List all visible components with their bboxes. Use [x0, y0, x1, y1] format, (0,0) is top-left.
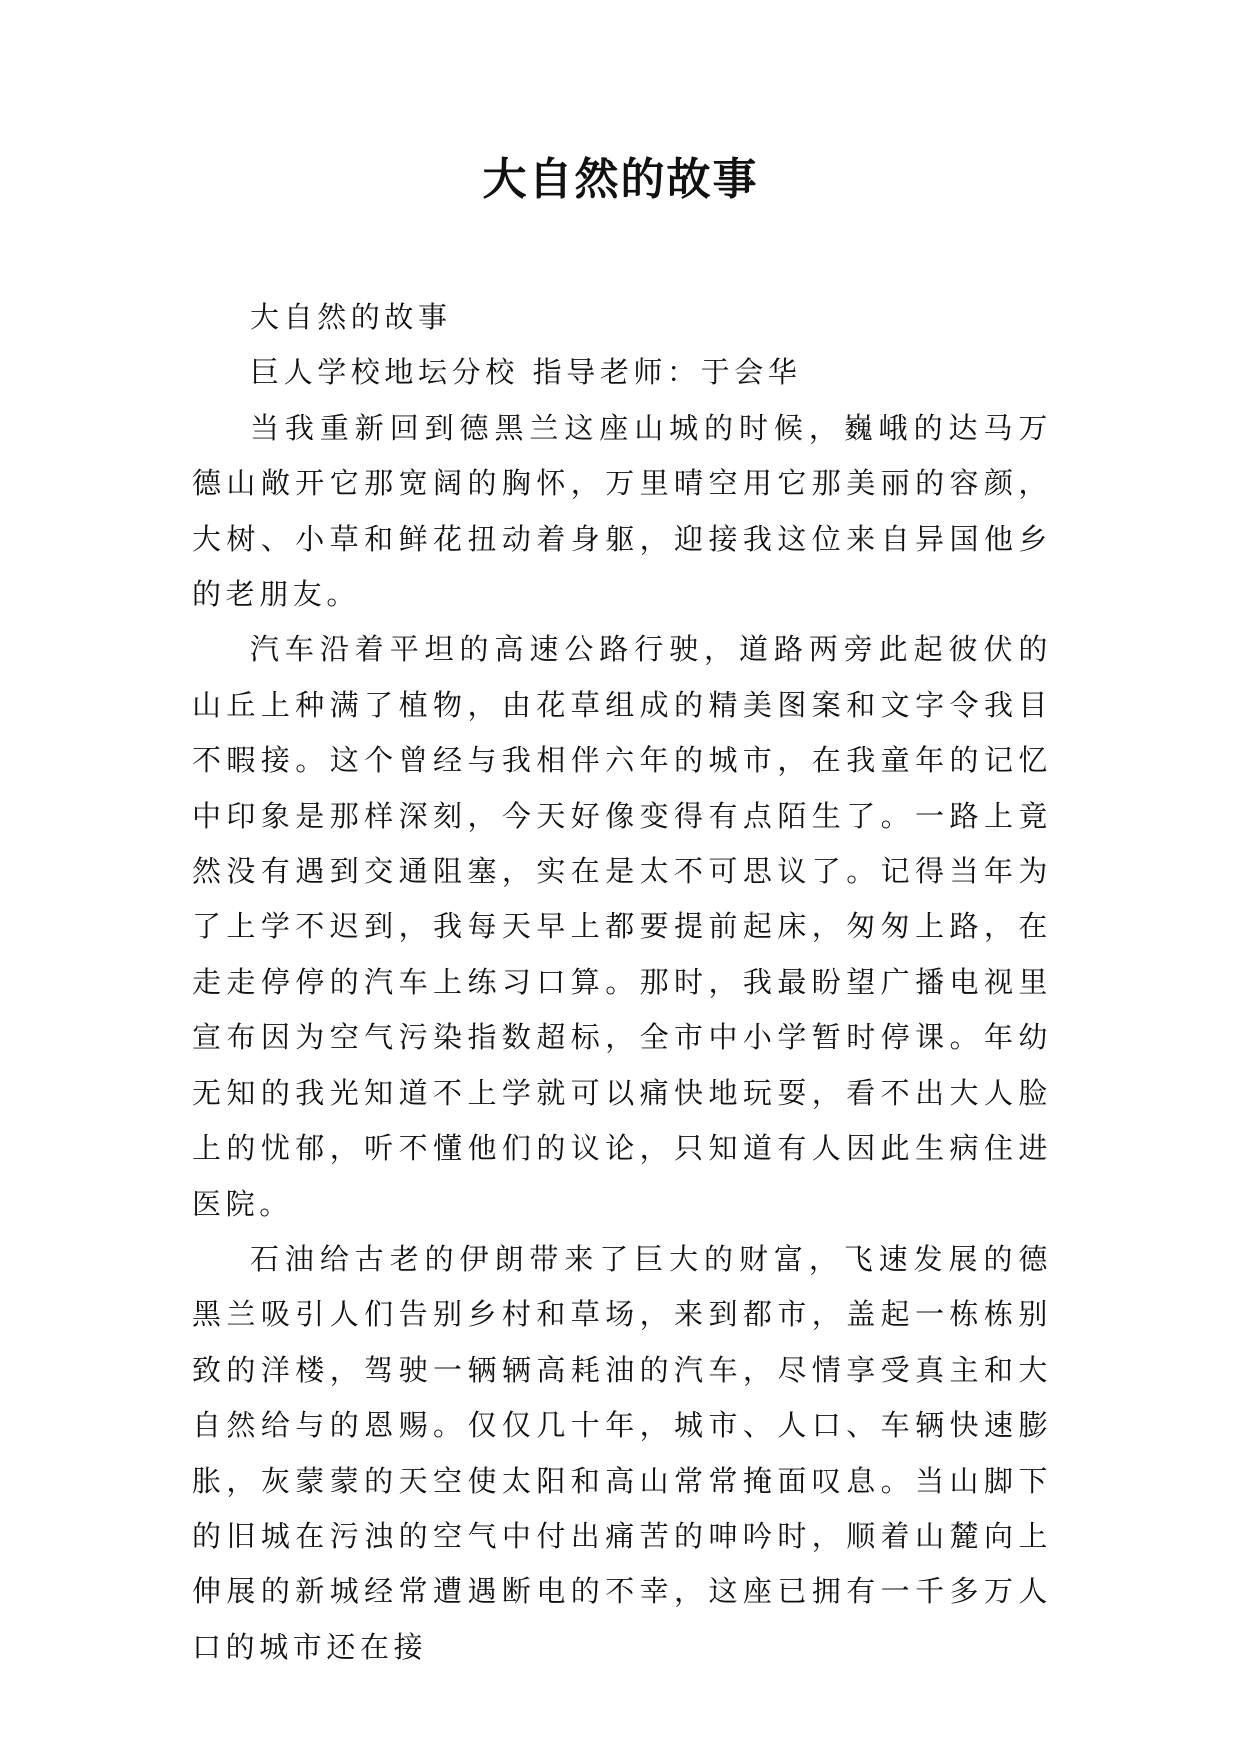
- paragraph-2: 汽车沿着平坦的高速公路行驶，道路两旁此起彼伏的山丘上种满了植物，由花草组成的精美图案和文字令我目不暇接。这个曾经与我相伴六年的城市，在我童年的记忆中印象是那样深刻，今天好像变得有点陌生了。一路上竟然没有遇到交通阻塞，实在是太不可思议了。记得当年为了上学不迟到，我每天早上都要提前起床，匆匆上路，在走走停停的汽车上练习口算。那时，我最盼望广播电视里宣布因为空气污染指数超标，全市中小学暂时停课。年幼无知的我光知道不上学就可以痛快地玩耍，看不出大人脸上的忧郁，听不懂他们的议论，只知道有人因此生病住进医院。: [192, 632, 1052, 1221]
- paragraph-heading: 大自然的故事: [250, 300, 452, 334]
- document-title: 大自然的故事: [482, 154, 759, 205]
- paragraph-1: 当我重新回到德黑兰这座山城的时候，巍峨的达马万德山敞开它那宽阔的胸怀，万里晴空用它那美丽的容颜，大树、小草和鲜花扭动着身躯，迎接我这位来自异国他乡的老朋友。: [192, 410, 1052, 612]
- paragraph-3: 石油给古老的伊朗带来了巨大的财富，飞速发展的德黑兰吸引人们告别乡村和草场，来到都市，盖起一栋栋别致的洋楼，驾驶一辆辆高耗油的汽车，尽情享受真主和大自然给与的恩赐。仅仅几十年，城市、人口、车辆快速膨胀，灰蒙蒙的天空使太阳和高山常常掩面叹息。当山脚下的旧城在污浊的空气中付出痛苦的呻吟时，顺着山麓向上伸展的新城经常遭遇断电的不幸，这座已拥有一千多万人口的城市还在接: [192, 1241, 1052, 1664]
- paragraph-author-line: 巨人学校地坛分校 指导老师：于会华: [250, 355, 802, 390]
- document-body: [192, 290, 1052, 1675]
